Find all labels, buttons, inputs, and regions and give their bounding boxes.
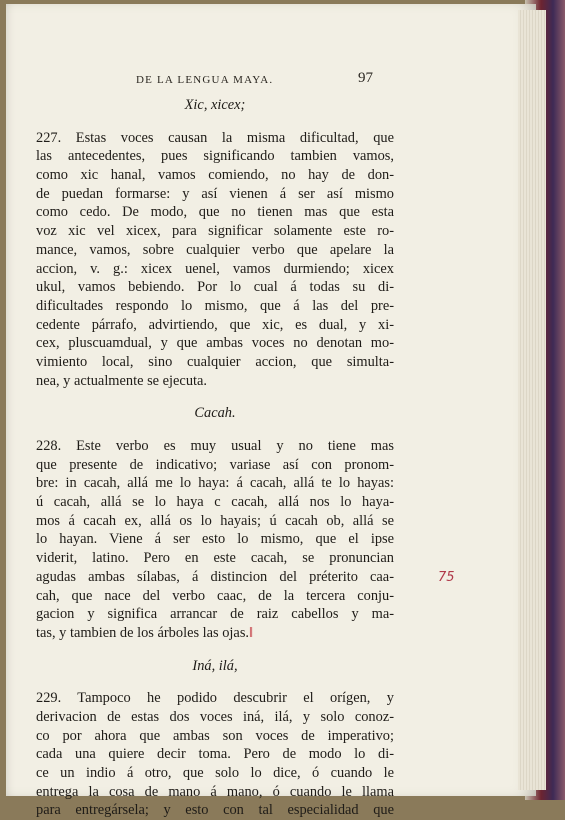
body-text bbox=[36, 96, 394, 820]
section-heading: Iná, ilá, bbox=[192, 657, 238, 674]
text-line: gacion y significa arrancar de raiz cabellos y ma- bbox=[36, 606, 394, 623]
text-line: ukul, vamos bebiendo. Por lo cual á todas su di- bbox=[36, 279, 394, 296]
text-line: cex, pluscuamdual, y que ambas voces no denotan mo- bbox=[36, 335, 394, 352]
section-heading: Cacah. bbox=[194, 405, 236, 422]
text-line: cada una quiere decir toma. Pero de modo lo di- bbox=[36, 746, 394, 763]
page-header bbox=[6, 70, 536, 90]
text-line: ce un indio á otro, que solo lo dice, ó cuando le bbox=[36, 765, 394, 782]
red-pencil-mark: ‖ bbox=[249, 624, 254, 641]
text-line: bre: in cacah, allá me lo haya: á cacah, allá te lo hayas: bbox=[36, 475, 394, 492]
text-line: derivacion de estas dos voces iná, ilá, y solo conoz- bbox=[36, 708, 394, 725]
text-line: para entregársela; y esto con tal especialidad que bbox=[36, 802, 394, 819]
text-line: viderit, latino. Pero en este cacah, se pronuncian bbox=[36, 550, 394, 567]
line-gap bbox=[36, 390, 394, 404]
text-line: que presente de indicativo; variase así con pronom- bbox=[36, 456, 394, 473]
text-line: mos á cacah ex, allá os lo hayais; ú cacah ob, allá se bbox=[36, 512, 394, 529]
text-line: dificultades respondo lo mismo, que á las del pre- bbox=[36, 297, 394, 314]
text-line: cedente párrafo, advirtiendo, que xic, es dual, y xi- bbox=[36, 316, 394, 333]
text-line: voz xic vel xicex, para significar solamente este ro- bbox=[36, 223, 394, 240]
text-line: nea, y actualmente se ejecuta. bbox=[36, 372, 207, 389]
text-line: 229. Tampoco he podido descubrir el orígen, y bbox=[36, 690, 394, 707]
text-line: co por ahora que ambas son voces de imperativo; bbox=[36, 727, 394, 744]
text-line: accion, v. g.: xicex uenel, vamos durmiendo; xicex bbox=[36, 260, 394, 277]
page-number: 97 bbox=[358, 70, 373, 86]
margin-annotation: 75 bbox=[438, 570, 455, 585]
text-line: cah, que nace del verbo caac, de la tercera conju- bbox=[36, 587, 394, 604]
text-line: agudas ambas sílabas, á distincion del préterito caa- bbox=[36, 568, 394, 585]
text-line: como xic hanal, vamos comiendo, no hay de don- bbox=[36, 167, 394, 184]
book-page bbox=[6, 4, 536, 819]
text-line: lo hayan. Viene á ser esto lo mismo, que el ipse bbox=[36, 531, 394, 548]
line-gap bbox=[36, 675, 394, 689]
text-line: entrega la cosa de mano á mano, ó cuando le llama bbox=[36, 783, 394, 800]
text-line: mance, vamos, sobre cualquier verbo que apelare la bbox=[36, 241, 394, 258]
text-line: ú cacah, allá se lo haya c cacah, allá nos lo haya- bbox=[36, 494, 394, 511]
text-line: como cedo. De modo, que no tienen mas que esta bbox=[36, 204, 394, 221]
text-line: tas, y tambien de los árboles las ojas. bbox=[36, 624, 250, 641]
text-line: las antecedentes, pues significando tambien vamos, bbox=[36, 148, 394, 165]
text-line: 228. Este verbo es muy usual y no tiene mas bbox=[36, 438, 394, 454]
text-line: de puedan formarse: y así vienen á ser así mismo bbox=[36, 185, 394, 202]
text-line: 227. Estas voces causan la misma dificultad, que bbox=[36, 129, 394, 146]
running-head: DE LA LENGUA MAYA. bbox=[136, 74, 274, 86]
text-line: vimiento local, sino cualquier accion, que simulta- bbox=[36, 353, 394, 370]
page-stack-edge bbox=[518, 10, 546, 790]
section-heading: Xic, xicex; bbox=[184, 97, 246, 113]
line-gap bbox=[36, 423, 394, 437]
line-gap bbox=[36, 643, 394, 657]
line-gap bbox=[36, 115, 394, 129]
